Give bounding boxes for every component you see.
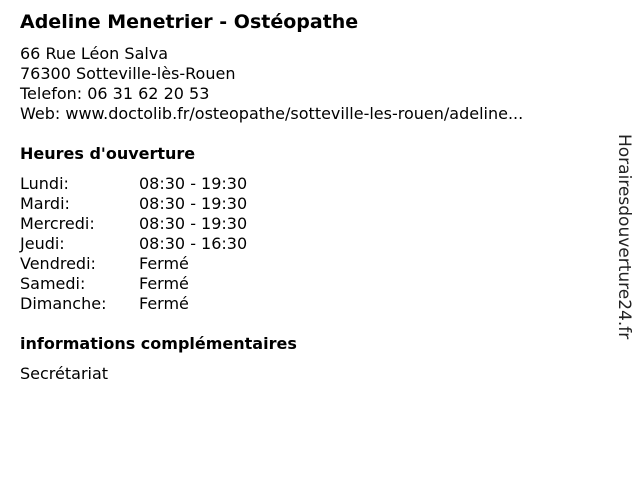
hours-time: 08:30 - 16:30 — [139, 234, 248, 253]
hours-day: Mercredi: — [20, 214, 95, 233]
hours-row-friday — [20, 254, 420, 274]
hours-day: Samedi: — [20, 274, 86, 293]
page-title: Adeline Menetrier - Ostéopathe — [20, 11, 359, 33]
extra-info-heading: informations complémentaires — [20, 334, 297, 353]
opening-hours-list — [20, 174, 420, 314]
watermark-text: Horairesdouverture24.fr — [614, 134, 634, 340]
hours-time: Fermé — [139, 254, 189, 273]
city-address: 76300 Sotteville-lès-Rouen — [20, 64, 236, 83]
hours-row-monday — [20, 174, 420, 194]
hours-day: Dimanche: — [20, 294, 107, 313]
hours-row-thursday — [20, 234, 420, 254]
street-address: 66 Rue Léon Salva — [20, 44, 169, 63]
hours-time: 08:30 - 19:30 — [139, 214, 248, 233]
hours-day: Lundi: — [20, 174, 69, 193]
hours-time: Fermé — [139, 274, 189, 293]
address-block — [20, 44, 523, 124]
hours-day: Mardi: — [20, 194, 70, 213]
hours-time: 08:30 - 19:30 — [139, 174, 248, 193]
website-link[interactable]: Web: www.doctolib.fr/osteopathe/sotteville-les-rouen/adeline... — [20, 104, 524, 123]
hours-row-tuesday — [20, 194, 420, 214]
hours-time: Fermé — [139, 294, 189, 313]
hours-row-sunday — [20, 294, 420, 314]
hours-row-saturday — [20, 274, 420, 294]
extra-info-text: Secrétariat — [20, 364, 109, 383]
hours-day: Vendredi: — [20, 254, 96, 273]
hours-heading: Heures d'ouverture — [20, 144, 196, 163]
site-watermark — [612, 134, 636, 374]
phone-number: Telefon: 06 31 62 20 53 — [20, 84, 210, 103]
hours-day: Jeudi: — [20, 234, 65, 253]
hours-time: 08:30 - 19:30 — [139, 194, 248, 213]
hours-row-wednesday — [20, 214, 420, 234]
